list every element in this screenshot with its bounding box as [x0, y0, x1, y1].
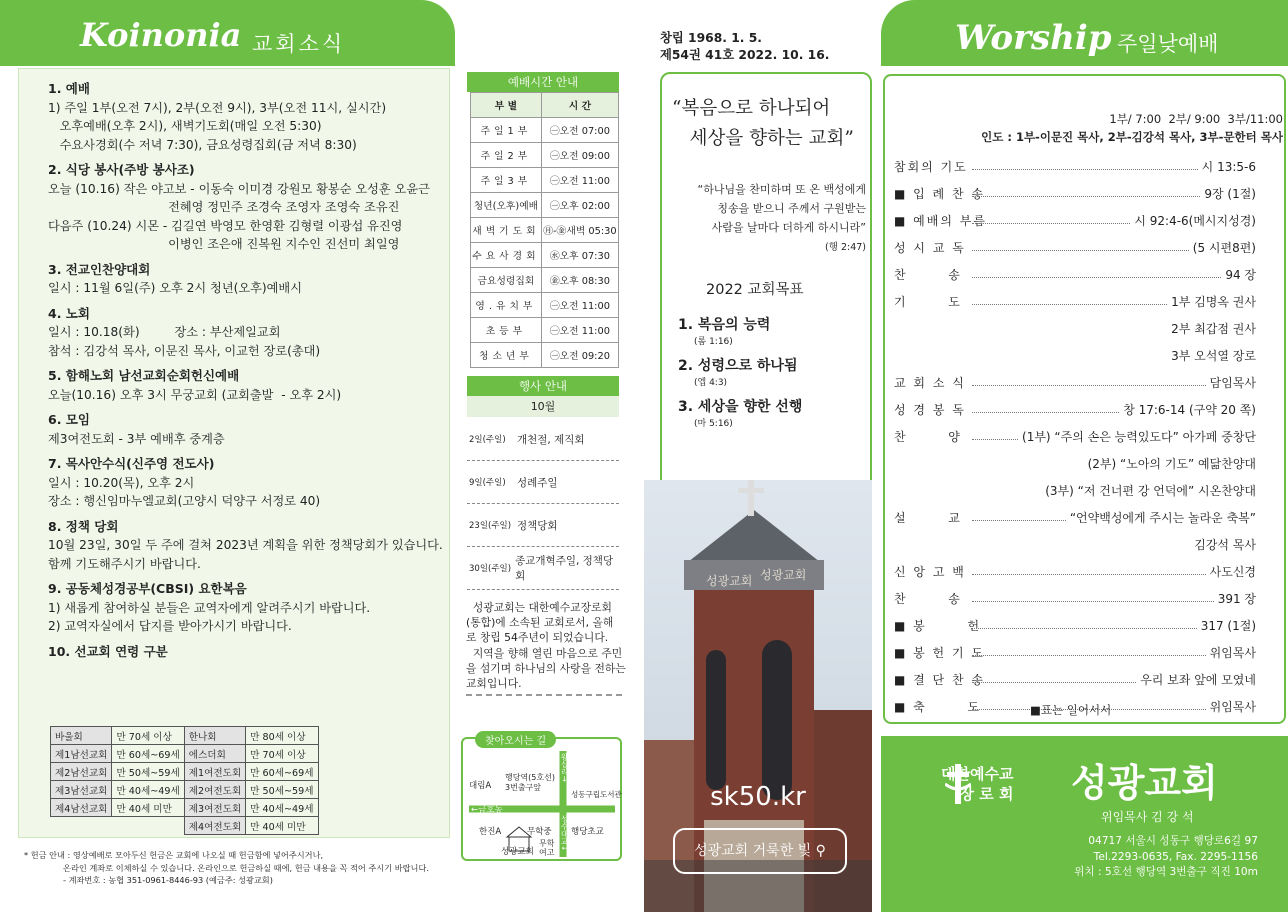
schedule-part: 초등부	[471, 318, 542, 343]
pastor-name: 위임목사 김 강 석	[1101, 810, 1194, 824]
verse-text: “하나님을 찬미하며 또 온 백성에게 칭송을 받으니 주께서 구원받는 사람을 날마다 더하게 하시니라”	[697, 183, 866, 234]
table-cell: 제3여전도회	[184, 799, 245, 817]
issue-number: 제54권 41호 2022. 10. 16.	[660, 48, 830, 62]
table-cell: 만 70세 이상	[246, 745, 318, 763]
order-label: ■ 결 단 찬 송	[894, 673, 985, 687]
schedule-time: ㊀오전 09:00	[541, 143, 618, 168]
event-item	[467, 461, 619, 504]
news-line: 오늘(10.16) 오후 3시 무궁교회 (교회출발 - 오후 2시)	[48, 387, 342, 402]
worship-header	[881, 0, 1288, 66]
news-heading: 1. 예배	[48, 81, 90, 96]
order-label: ■ 예배의 부름	[894, 214, 987, 228]
order-label: 참회의 기도	[894, 160, 968, 174]
table-cell: 바울회	[51, 727, 112, 745]
order-item	[894, 319, 1256, 346]
table-cell: 제1남선교회	[51, 745, 112, 763]
church-info-block	[881, 736, 1288, 912]
table-cell: 만 50세~59세	[112, 763, 184, 781]
dot-leader	[972, 670, 1136, 683]
dot-leader	[972, 238, 1189, 251]
dot-leader	[972, 508, 1066, 521]
event-name: 정책당회	[517, 519, 558, 532]
order-value: 창 17:6-14 (구약 20 쪽)	[1123, 403, 1256, 417]
goal-title: 2022 교회목표	[706, 282, 804, 298]
order-item	[894, 157, 1256, 184]
map-label-daerim: 대림A	[469, 781, 492, 791]
schedule-row	[471, 318, 619, 343]
order-label: 찬 송	[894, 268, 962, 282]
order-value: 9장 (1절)	[1204, 187, 1256, 201]
order-item	[894, 292, 1256, 319]
table-row	[51, 817, 319, 835]
search-box[interactable]	[673, 828, 847, 874]
directions-map	[461, 737, 622, 861]
news-line: 함께 기도해주시기 바랍니다.	[48, 556, 201, 571]
table-cell: 제1여전도회	[184, 763, 245, 781]
schedule-row	[471, 143, 619, 168]
schedule-time: ㊀오전 11:00	[541, 318, 618, 343]
table-cell: 한나회	[184, 727, 245, 745]
dot-leader	[972, 400, 1119, 413]
news-section	[48, 261, 448, 298]
bible-verse	[676, 180, 866, 257]
news-section	[48, 518, 448, 574]
order-item	[894, 643, 1256, 670]
group-title: 10. 선교회 연령 구분	[48, 643, 168, 659]
schedule-time: ㊀오전 11:00	[541, 168, 618, 193]
map-label-elementary: 행당초교	[571, 827, 604, 837]
order-label: 찬 송	[894, 592, 962, 606]
goal-list	[678, 314, 868, 437]
news-section	[48, 367, 448, 404]
order-label: ■ 입 례 찬 송	[894, 187, 985, 201]
news-section	[48, 455, 448, 511]
schedule-time: ㊊-㊎새벽 05:30	[541, 218, 618, 243]
table-cell: 만 40세~49세	[112, 781, 184, 799]
order-value: (3부) “저 건너편 강 언덕에” 시온찬양대	[1045, 484, 1256, 498]
table-cell: 만 40세~49세	[246, 799, 318, 817]
table-row	[51, 745, 319, 763]
news-line: 오늘 (10.16) 작은 야고보 - 이동숙 이미경 강원모 황봉순 오성훈 오윤근	[48, 181, 430, 196]
order-value: (5 시편8편)	[1192, 241, 1256, 255]
news-line: 전혜영 정민주 조경숙 조영자 조영숙 조유진	[48, 200, 400, 214]
event-date: 30일(주일)	[469, 564, 512, 574]
dot-leader	[972, 562, 1206, 575]
goal-text: 2. 성령으로 하나됨	[678, 358, 798, 374]
order-value: 담임목사	[1209, 376, 1256, 390]
schedule-part: 영.유치부	[471, 293, 542, 318]
order-label: 성 시 교 독	[894, 241, 966, 255]
service-times: 1부/ 7:00 2부/ 9:00 3부/11:00	[1109, 112, 1283, 126]
event-item	[467, 547, 619, 590]
table-row	[51, 763, 319, 781]
order-item	[894, 400, 1256, 427]
schedule-row	[471, 343, 619, 368]
schedule-time: ㊎오후 08:30	[541, 268, 618, 293]
schedule-head-time: 시 간	[541, 93, 618, 118]
order-item	[894, 373, 1256, 400]
schedule-row	[471, 218, 619, 243]
website[interactable]: sk50.kr	[710, 782, 806, 812]
event-item	[467, 418, 619, 461]
event-date: 9일(주일)	[469, 478, 506, 488]
dot-leader	[972, 373, 1206, 386]
schedule-part: 주일1부	[471, 118, 542, 143]
goal-item	[678, 314, 868, 347]
schedule-table	[470, 92, 619, 368]
news-heading: 4. 노회	[48, 305, 90, 321]
map-label-station: 행당역(5호선) 3번출구앞	[505, 773, 555, 792]
order-item	[894, 589, 1256, 616]
news-section	[48, 161, 448, 254]
news-line: 수요사경회(수 저녁 7:30), 금요성령집회(금 저녁 8:30)	[48, 137, 357, 152]
event-name: 종교개혁주일, 정책당회	[515, 555, 614, 582]
dot-leader	[972, 211, 1130, 224]
news-line: 이병인 조은애 진복원 지수인 진선미 최일영	[48, 237, 400, 251]
service-leaders: 인도 : 1부-이문진 목사, 2부-김강석 목사, 3부-문한터 목사	[981, 130, 1283, 144]
goal-ref: (롬 1:16)	[694, 337, 733, 347]
denomination: 대한예수교 장 로 회	[941, 765, 1014, 803]
events-list	[467, 418, 619, 590]
news-heading: 8. 정책 당회	[48, 518, 119, 534]
standing-note: ■표는 일어서서	[1030, 703, 1112, 717]
news-heading: 3. 전교인찬양대회	[48, 261, 151, 277]
event-item	[467, 504, 619, 547]
news-heading: 7. 목사안수식(신주영 전도사)	[48, 456, 215, 471]
table-cell: 만 60세~69세	[112, 745, 184, 763]
goal-item	[678, 355, 868, 388]
order-item	[894, 211, 1256, 238]
schedule-row	[471, 118, 619, 143]
order-item	[894, 562, 1256, 589]
order-label: ■ 봉 헌	[894, 619, 982, 633]
order-value: 사도신경	[1209, 565, 1256, 579]
order-value: 94 장	[1225, 268, 1256, 282]
news-line: 일시 : 10.18(화) 장소 : 부산제일교회	[48, 325, 281, 339]
dot-leader	[972, 157, 1198, 170]
goal-text: 3. 세상을 향한 선행	[678, 399, 803, 415]
order-label: 신 앙 고 백	[894, 565, 966, 579]
schedule-head-part: 부 별	[471, 93, 542, 118]
publication-info	[660, 30, 829, 64]
mission-group-table	[50, 726, 319, 835]
goal-text: 1. 복음의 능력	[678, 317, 771, 333]
news-heading: 9. 공동체성경공부(CBSI) 요한복음	[48, 581, 247, 596]
dot-leader	[972, 427, 1018, 440]
news-line: 1) 주일 1부(오전 7시), 2부(오전 9시), 3부(오전 11시, 실시간)	[48, 100, 387, 115]
dot-leader	[972, 589, 1214, 602]
table-cell	[112, 817, 184, 835]
founded-date: 창립 1968. 1. 5.	[660, 31, 762, 45]
koinonia-title: Koinonia	[80, 16, 242, 54]
table-cell: 제4여전도회	[184, 817, 245, 835]
schedule-row	[471, 268, 619, 293]
order-label: ■ 봉 헌 기 도	[894, 646, 985, 660]
search-text: 성광교회 거룩한 빛	[694, 843, 812, 859]
schedule-part: 수요사경회	[471, 243, 542, 268]
order-item	[894, 670, 1256, 697]
news-line: 1) 새롭게 참여하실 분들은 교역자에게 알려주시기 바랍니다.	[48, 600, 371, 615]
table-row	[51, 799, 319, 817]
order-value: 2부 최갑점 권사	[1171, 322, 1256, 336]
dot-leader	[972, 265, 1221, 278]
map-title: 찾아오시는 길	[475, 731, 556, 748]
verse-ref: (행 2:47)	[825, 242, 866, 253]
worship-title: Worship	[955, 18, 1112, 58]
dot-leader	[972, 184, 1200, 197]
order-label: ■ 축 도	[894, 700, 982, 714]
event-date: 23일(주일)	[469, 521, 512, 531]
table-cell: 제2여전도회	[184, 781, 245, 799]
table-row	[51, 727, 319, 745]
map-label-seongsu: 성수대교↓	[560, 815, 569, 852]
order-value: “언약백성에게 주시는 놀라운 축복”	[1069, 511, 1256, 525]
table-cell: 제3남선교회	[51, 781, 112, 799]
order-item	[894, 265, 1256, 292]
order-value: 우리 보좌 앞에 모였네	[1140, 673, 1256, 687]
news-section	[48, 305, 448, 361]
goal-item	[678, 396, 868, 429]
news-line: 일시 : 10.20(목), 오후 2시	[48, 475, 195, 490]
goal-ref: (마 5:16)	[694, 419, 733, 429]
table-cell: 만 70세 이상	[112, 727, 184, 745]
schedule-part: 새벽기도회	[471, 218, 542, 243]
order-value: 1부 김명옥 권사	[1171, 295, 1256, 309]
table-cell: 만 40세 미만	[246, 817, 318, 835]
order-value: (1부) “주의 손은 능력있도다” 아가페 중창단	[1022, 430, 1256, 444]
news-line: 제3여전도회 - 3부 예배후 중계층	[48, 431, 225, 446]
map-label-geumho: ←금호동	[471, 805, 503, 815]
map-label-church: 성광교회	[501, 847, 534, 857]
map-label-muhak-middle: 무학중	[527, 827, 552, 837]
divider	[466, 694, 622, 696]
schedule-part: 주일2부	[471, 143, 542, 168]
koinonia-header	[0, 0, 455, 66]
order-item	[894, 616, 1256, 643]
news-line: 오후예배(오후 2시), 새벽기도회(매일 오전 5:30)	[48, 119, 322, 133]
order-label: 설 교	[894, 511, 962, 525]
news-section	[48, 80, 448, 154]
news-section	[48, 411, 448, 448]
table-cell: 만 50세~59세	[246, 781, 318, 799]
schedule-time: ㊀오전 09:20	[541, 343, 618, 368]
schedule-time: ㊌오후 07:30	[541, 243, 618, 268]
schedule-time: ㊀오전 07:00	[541, 118, 618, 143]
schedule-row	[471, 193, 619, 218]
news-heading: 5. 함해노회 남선교회순회헌신예배	[48, 368, 240, 383]
map-label-hanjin: 한진A	[479, 827, 502, 837]
church-address: 04717 서울시 성동구 행당로6길 97 Tel.2293-0635, Fax. 2295-1156 위치 : 5호선 행당역 3번출구 직진 10m	[1074, 835, 1258, 878]
table-cell: 만 60세~69세	[246, 763, 318, 781]
church-intro: 성광교회는 대한예수교장로회 (통합)에 소속된 교회로서, 올해 로 창립 54주년이 되었습니다. 지역을 향해 열린 마음으로 주민 을 섬기며 하나님의 사랑을 전하는 교회입니다.	[466, 601, 626, 691]
schedule-row	[471, 168, 619, 193]
order-value: 317 (1절)	[1200, 619, 1256, 633]
table-cell: 만 80세 이상	[246, 727, 318, 745]
news-line: 10월 23일, 30일 두 주에 걸쳐 2023년 계획을 위한 정책당회가 있습니다.	[48, 538, 443, 552]
sunday-worship-title: 주일낮예배	[1117, 32, 1219, 56]
dot-leader	[972, 643, 1206, 656]
event-name: 성례주일	[517, 476, 558, 489]
goal-ref: (엡 4:3)	[694, 378, 728, 388]
news-line: 장소 : 행신임마누엘교회(고양시 덕양구 서정로 40)	[48, 494, 321, 508]
table-cell	[51, 817, 112, 835]
news-heading: 2. 식당 봉사(주방 봉사조)	[48, 162, 195, 177]
event-name: 개천절, 제직회	[517, 433, 585, 446]
schedule-part: 주일3부	[471, 168, 542, 193]
order-value: 위임목사	[1209, 646, 1256, 660]
news-line: 2) 교역자실에서 답지를 받아가시기 바랍니다.	[48, 619, 292, 633]
order-label: 찬 양	[894, 430, 962, 444]
event-date: 2일(주일)	[469, 435, 506, 445]
order-value: 위임목사	[1209, 700, 1256, 714]
tower-sign-left: 성광교회	[706, 574, 753, 588]
table-cell: 제4남선교회	[51, 799, 112, 817]
order-label: 성 경 봉 독	[894, 403, 966, 417]
dot-leader	[972, 616, 1197, 629]
order-value: (2부) “노아의 기도” 예닮찬양대	[1087, 457, 1256, 471]
order-item	[894, 346, 1256, 373]
schedule-title: 예배시간 안내	[467, 72, 619, 92]
map-label-muhak-girls: 무학 여고	[539, 839, 555, 857]
news-section	[48, 580, 448, 636]
map-label-wangsimni: 왕십리→	[560, 753, 569, 782]
order-value: 시 13:5-6	[1201, 160, 1256, 174]
order-value: 시 92:4-6(메시지성경)	[1134, 214, 1256, 228]
table-cell: 만 40세 미만	[112, 799, 184, 817]
schedule-time: ㊀오전 11:00	[541, 293, 618, 318]
order-label: 기 도	[894, 295, 962, 309]
table-row	[51, 781, 319, 799]
order-item	[894, 238, 1256, 265]
schedule-row	[471, 243, 619, 268]
dot-leader	[972, 292, 1167, 305]
schedule-row	[471, 293, 619, 318]
events-title: 행사 안내	[467, 376, 619, 396]
news-list	[48, 80, 448, 661]
order-item	[894, 508, 1256, 535]
order-item	[894, 481, 1256, 508]
order-value: 3부 오석열 장로	[1171, 349, 1256, 363]
map-label-library: 성동구립도서관	[571, 790, 622, 799]
order-value: 391 장	[1217, 592, 1256, 606]
events-month: 10월	[467, 396, 619, 417]
order-item	[894, 427, 1256, 454]
order-label: 교 회 소 식	[894, 376, 966, 390]
news-line: 다음주 (10.24) 시몬 - 김길연 박영모 한영환 김형렬 이광섭 유진영	[48, 218, 403, 233]
offering-footnote: * 헌금 안내 : 영상예배로 모아두신 헌금은 교회에 나오실 때 헌금함에 넣어주시거나, 온라인 계좌로 이체하실 수 있습니다. 온라인으로 헌금하실 때에, 헌금 내용을 꼭 적어 주시기 바랍니다. - 계좌번호 : 농협 351-0961-8446-93 (예금주: 성광교회)	[24, 850, 429, 885]
order-value: 김강석 목사	[1194, 538, 1256, 552]
schedule-part: 금요성령집회	[471, 268, 542, 293]
table-cell: 제2남선교회	[51, 763, 112, 781]
news-line: 일시 : 11월 6일(주) 오후 2시 청년(오후)예배시	[48, 281, 302, 295]
church-news-title: 교회소식	[252, 32, 346, 56]
news-line: 참석 : 김강석 목사, 이문진 목사, 이교헌 장로(총대)	[48, 343, 321, 358]
search-icon: ⚲	[815, 843, 826, 859]
order-item	[894, 535, 1256, 562]
news-heading: 6. 모임	[48, 412, 90, 427]
worship-times	[895, 110, 1283, 146]
schedule-time: ㊀오후 02:00	[541, 193, 618, 218]
tower-sign-right: 성광교회	[760, 568, 807, 582]
church-name: 성광교회	[1071, 761, 1218, 805]
schedule-part: 청소년부	[471, 343, 542, 368]
church-slogan: “복음으로 하나되어 세상을 향하는 교회”	[672, 98, 854, 149]
table-cell: 에스더회	[184, 745, 245, 763]
order-of-service	[894, 157, 1256, 724]
schedule-part: 청년(오후)예배	[471, 193, 542, 218]
order-item	[894, 184, 1256, 211]
order-item	[894, 454, 1256, 481]
